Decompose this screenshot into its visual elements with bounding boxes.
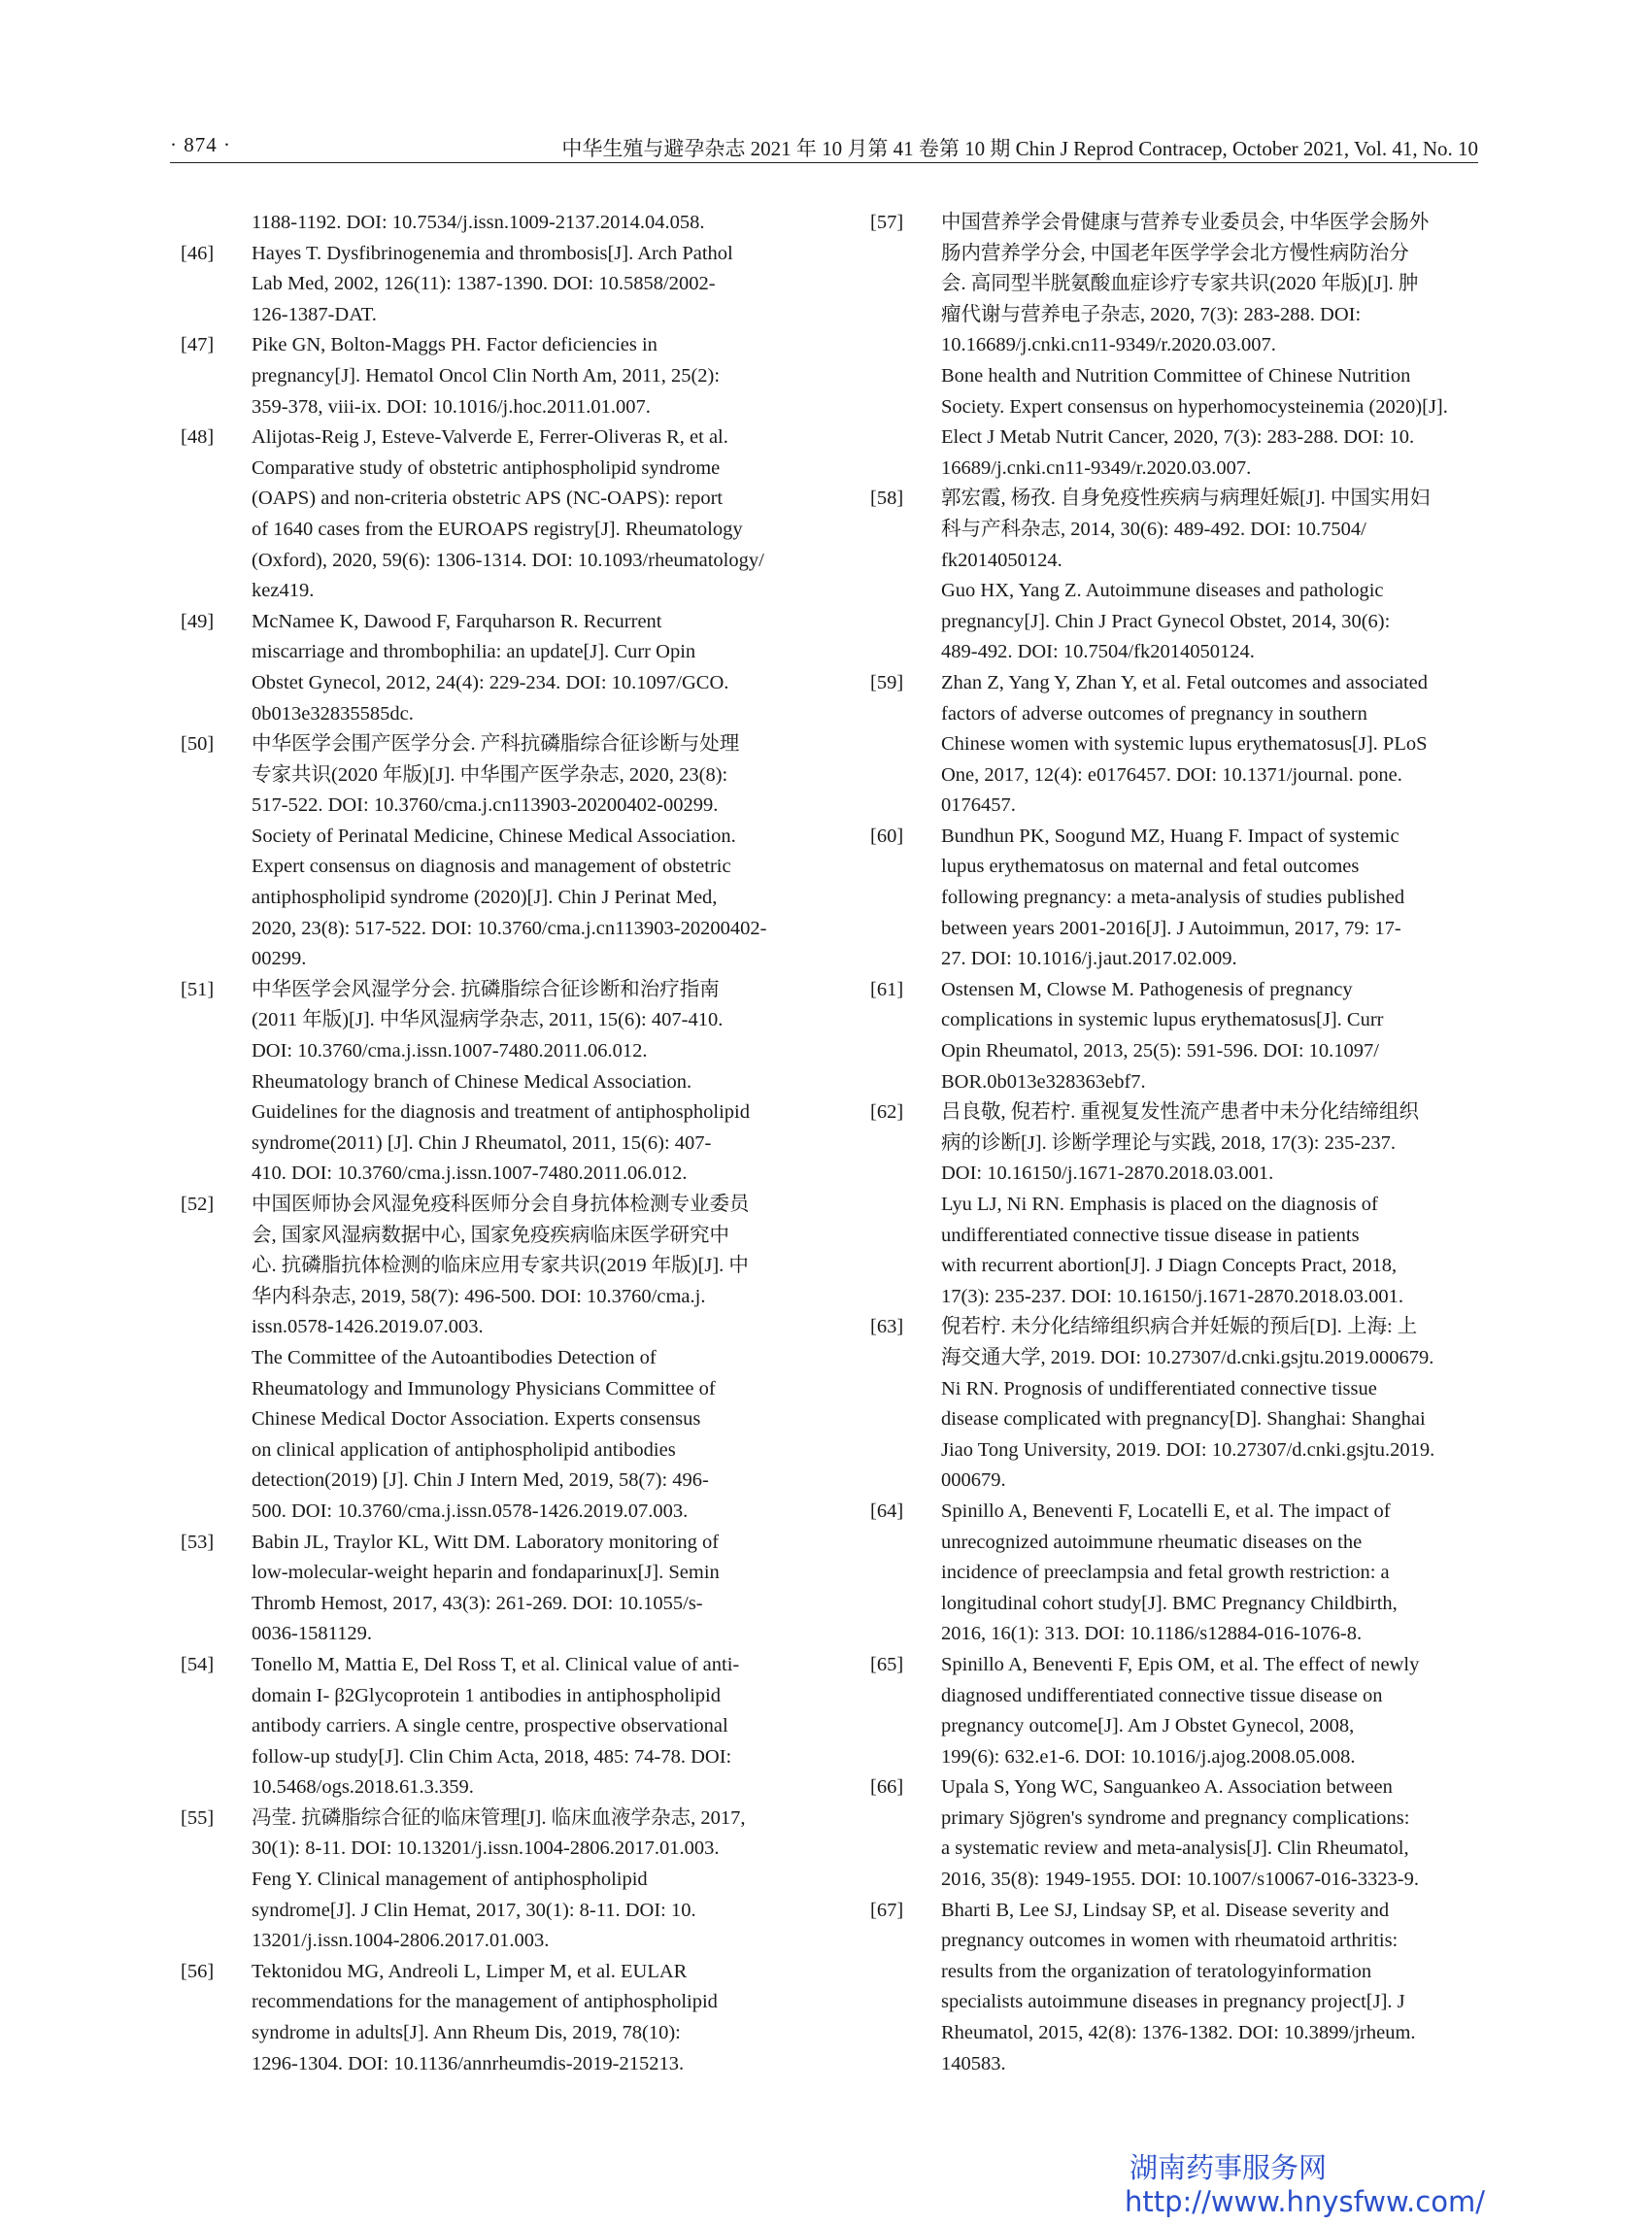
journal-citation: 中华生殖与避孕杂志 2021 年 10 月第 41 卷第 10 期 Chin J Reprod Contracep, October 2021, Vol. 41, No. 10 (561, 137, 1478, 160)
reference-line: 517-522. DOI: 10.3760/cma.j.cn113903-20200402-00299. (252, 794, 719, 817)
reference-number: [61] (870, 978, 904, 1000)
reference-line: pregnancy[J]. Chin J Pract Gynecol Obstet, 2014, 30(6): (941, 610, 1391, 632)
reference-line: syndrome in adults[J]. Ann Rheum Dis, 2019, 78(10): (252, 2022, 681, 2044)
reference-line: 199(6): 632.e1-6. DOI: 10.1016/j.ajog.2008.05.008. (941, 1745, 1356, 1768)
reference-line: Bundhun PK, Soogund MZ, Huang F. Impact of systemic (941, 825, 1399, 847)
reference-line: Guo HX, Yang Z. Autoimmune diseases and pathologic (941, 580, 1384, 602)
reference-line: Lab Med, 2002, 126(11): 1387-1390. DOI: 10.5858/2002- (252, 273, 716, 295)
reference-line: undifferentiated connective tissue disease in patients (941, 1224, 1360, 1246)
reference-line: 410. DOI: 10.3760/cma.j.issn.1007-7480.2011.06.012. (252, 1163, 688, 1185)
reference-line: Pike GN, Bolton-Maggs PH. Factor deficiencies in (252, 334, 657, 356)
reference-line: Opin Rheumatol, 2013, 25(5): 591-596. DOI: 10.1097/ (941, 1040, 1379, 1062)
reference-line: (Oxford), 2020, 59(6): 1306-1314. DOI: 10.1093/rheumatology/ (252, 549, 764, 571)
reference-line: 会. 高同型半胱氨酸血症诊疗专家共识(2020 年版)[J]. 肿 (941, 273, 1419, 295)
reference-line: Comparative study of obstetric antiphospholipid syndrome (252, 456, 721, 479)
reference-line: 2016, 35(8): 1949-1955. DOI: 10.1007/s10067-016-3323-9. (941, 1869, 1419, 1891)
reference-number: [51] (181, 978, 215, 1000)
reference-line: pregnancy outcomes in women with rheumatoid arthritis: (941, 1930, 1399, 1952)
reference-line: 489-492. DOI: 10.7504/fk2014050124. (941, 641, 1255, 663)
reference-line: Expert consensus on diagnosis and management of obstetric (252, 856, 731, 878)
reference-line: Society. Expert consensus on hyperhomocysteinemia (2020)[J]. (941, 395, 1448, 418)
reference-line: 瘤代谢与营养电子杂志, 2020, 7(3): 283-288. DOI: (941, 303, 1362, 325)
reference-line: 科与产科杂志, 2014, 30(6): 489-492. DOI: 10.7504/ (941, 518, 1366, 540)
reference-line: 2016, 16(1): 313. DOI: 10.1186/s12884-016-1076-8. (941, 1623, 1363, 1645)
reference-number: [63] (870, 1316, 904, 1338)
reference-number: [60] (870, 825, 904, 847)
reference-line: Elect J Metab Nutrit Cancer, 2020, 7(3): 283-288. DOI: 10. (941, 426, 1415, 449)
reference-line: 郭宏霞, 杨孜. 自身免疫性疾病与病理妊娠[J]. 中国实用妇 (941, 488, 1431, 510)
reference-number: [48] (181, 426, 215, 449)
reference-entry (181, 729, 783, 975)
reference-line: Hayes T. Dysfibrinogenemia and thrombosis[J]. Arch Pathol (252, 242, 733, 264)
reference-line: 海交通大学, 2019. DOI: 10.27307/d.cnki.gsjtu.2019.000679. (941, 1346, 1434, 1368)
reference-line: disease complicated with pregnancy[D]. Shanghai: Shanghai (941, 1408, 1426, 1431)
reference-line: Tektonidou MG, Andreoli L, Limper M, et al. EULAR (252, 1960, 688, 1982)
reference-line: The Committee of the Autoantibodies Detection of (252, 1346, 657, 1368)
reference-line: 500. DOI: 10.3760/cma.j.issn.0578-1426.2019.07.003. (252, 1500, 689, 1522)
reference-number: [64] (870, 1500, 904, 1522)
reference-entry (181, 1190, 783, 1528)
reference-line: BOR.0b013e328363ebf7. (941, 1070, 1146, 1093)
reference-line: factors of adverse outcomes of pregnancy in southern (941, 702, 1367, 725)
reference-line: 吕良敬, 倪若柠. 重视复发性流产患者中未分化结缔组织 (941, 1101, 1419, 1124)
reference-line: 140583. (941, 2052, 1006, 2074)
watermark (1125, 2150, 1485, 2218)
reference-line: issn.0578-1426.2019.07.003. (252, 1316, 484, 1338)
reference-line: Ni RN. Prognosis of undifferentiated connective tissue (941, 1377, 1377, 1399)
reference-line: Zhan Z, Yang Y, Zhan Y, et al. Fetal outcomes and associated (941, 671, 1429, 693)
page-number: · 874 · (170, 133, 231, 156)
reference-line: primary Sjögren's syndrome and pregnancy complications: (941, 1806, 1410, 1829)
reference-line: 1188-1192. DOI: 10.7534/j.issn.1009-2137.2014.04.058. (252, 212, 705, 233)
reference-number: [46] (181, 242, 215, 264)
reference-line: Guidelines for the diagnosis and treatment of antiphospholipid (252, 1101, 750, 1124)
reference-line: 0b013e32835585dc. (252, 702, 414, 725)
reference-number: [56] (181, 1960, 215, 1982)
reference-line: 倪若柠. 未分化结缔组织病合并妊娠的预后[D]. 上海: 上 (941, 1316, 1418, 1338)
reference-line: 13201/j.issn.1004-2806.2017.01.003. (252, 1930, 550, 1952)
reference-line: Rheumatology branch of Chinese Medical Association. (252, 1070, 692, 1093)
reference-line: on clinical application of antiphospholipid antibodies (252, 1438, 676, 1461)
reference-column-right (870, 208, 1472, 2079)
reference-number: [67] (870, 1899, 904, 1921)
reference-line: 2020, 23(8): 517-522. DOI: 10.3760/cma.j.cn113903-20200402- (252, 917, 767, 939)
reference-line: Upala S, Yong WC, Sanguankeo A. Association between (941, 1776, 1393, 1799)
reference-line: One, 2017, 12(4): e0176457. DOI: 10.1371/journal. pone. (941, 763, 1402, 786)
reference-line: detection(2019) [J]. Chin J Intern Med, 2019, 58(7): 496- (252, 1469, 709, 1492)
reference-entry (870, 1312, 1472, 1497)
reference-line: kez419. (252, 580, 315, 602)
reference-line: 中华医学会风湿学分会. 抗磷脂综合征诊断和治疗指南 (252, 978, 720, 1000)
reference-entry (181, 208, 783, 239)
reference-entry (181, 1957, 783, 2079)
reference-line: incidence of preeclampsia and fetal growth restriction: a (941, 1562, 1390, 1584)
reference-line: antiphospholipid syndrome (2020)[J]. Chin J Perinat Med, (252, 887, 718, 909)
reference-line: Ostensen M, Clowse M. Pathogenesis of pregnancy (941, 978, 1353, 1000)
reference-line: pregnancy outcome[J]. Am J Obstet Gynecol, 2008, (941, 1715, 1355, 1737)
reference-line: 359-378, viii-ix. DOI: 10.1016/j.hoc.2011.01.007. (252, 395, 651, 418)
reference-line: with recurrent abortion[J]. J Diagn Concepts Pract, 2018, (941, 1255, 1398, 1277)
reference-line: DOI: 10.16150/j.1671-2870.2018.03.001. (941, 1163, 1274, 1185)
reference-line: 会, 国家风湿病数据中心, 国家免疫疾病临床医学研究中 (252, 1224, 729, 1246)
reference-line: 10.16689/j.cnki.cn11-9349/r.2020.03.007. (941, 334, 1276, 356)
reference-line: between years 2001-2016[J]. J Autoimmun, 2017, 79: 17- (941, 917, 1401, 939)
reference-entry (870, 1097, 1472, 1312)
reference-line: Jiao Tong University, 2019. DOI: 10.27307/d.cnki.gsjtu.2019. (941, 1438, 1435, 1461)
reference-number: [49] (181, 610, 215, 632)
reference-line: 肠内营养学分会, 中国老年医学学会北方慢性病防治分 (941, 242, 1409, 264)
reference-entry (181, 607, 783, 729)
reference-line: Rheumatol, 2015, 42(8): 1376-1382. DOI: 10.3899/jrheum. (941, 2022, 1416, 2044)
reference-line: diagnosed undifferentiated connective tissue disease on (941, 1684, 1383, 1706)
reference-line: 1296-1304. DOI: 10.1136/annrheumdis-2019-215213. (252, 2052, 685, 2074)
reference-entry (870, 1896, 1472, 2080)
reference-line: Feng Y. Clinical management of antiphospholipid (252, 1869, 648, 1891)
reference-line: Alijotas-Reig J, Esteve-Valverde E, Ferrer-Oliveras R, et al. (252, 426, 728, 449)
reference-line: syndrome(2011) [J]. Chin J Rheumatol, 2011, 15(6): 407- (252, 1131, 712, 1154)
reference-line: 华内科杂志, 2019, 58(7): 496-500. DOI: 10.3760/cma.j. (252, 1285, 706, 1307)
reference-line: results from the organization of teratologyinformation (941, 1960, 1372, 1982)
reference-entry (870, 1772, 1472, 1895)
reference-line: Tonello M, Mattia E, Del Ross T, et al. Clinical value of anti- (252, 1653, 740, 1675)
reference-line: 0176457. (941, 794, 1016, 817)
reference-line: 专家共识(2020 年版)[J]. 中华围产医学杂志, 2020, 23(8): (252, 763, 728, 786)
reference-number: [57] (870, 212, 904, 233)
reference-line: 中国医师协会风湿免疫科医师分会自身抗体检测专业委员 (252, 1194, 750, 1215)
reference-number: [52] (181, 1194, 215, 1215)
reference-line: longitudinal cohort study[J]. BMC Pregnancy Childbirth, (941, 1592, 1398, 1614)
running-header (170, 133, 1478, 163)
reference-entry (181, 330, 783, 422)
reference-entry (870, 484, 1472, 668)
reference-number: [47] (181, 334, 215, 356)
reference-entry (181, 1528, 783, 1650)
reference-line: pregnancy[J]. Hematol Oncol Clin North Am, 2011, 25(2): (252, 364, 721, 387)
reference-line: Chinese women with systemic lupus erythematosus[J]. PLoS (941, 733, 1428, 756)
reference-entry (870, 668, 1472, 822)
reference-line: 心. 抗磷脂抗体检测的临床应用专家共识(2019 年版)[J]. 中 (252, 1255, 749, 1277)
reference-line: McNamee K, Dawood F, Farquharson R. Recurrent (252, 610, 662, 632)
reference-line: 病的诊断[J]. 诊断学理论与实践, 2018, 17(3): 235-237. (941, 1131, 1397, 1154)
reference-line: following pregnancy: a meta-analysis of studies published (941, 887, 1405, 909)
reference-line: 17(3): 235-237. DOI: 10.16150/j.1671-2870.2018.03.001. (941, 1285, 1404, 1307)
reference-entry (181, 975, 783, 1190)
reference-line: (2011 年版)[J]. 中华风湿病学杂志, 2011, 15(6): 407-410. (252, 1009, 724, 1031)
reference-number: [59] (870, 671, 904, 693)
reference-line: Rheumatology and Immunology Physicians Committee of (252, 1377, 716, 1399)
reference-line: 16689/j.cnki.cn11-9349/r.2020.03.007. (941, 456, 1252, 479)
reference-line: Chinese Medical Doctor Association. Experts consensus (252, 1408, 701, 1431)
reference-line: specialists autoimmune diseases in pregnancy project[J]. J (941, 1991, 1405, 2013)
reference-line: antibody carriers. A single centre, prospective observational (252, 1715, 728, 1737)
reference-entry (870, 208, 1472, 484)
reference-line: 126-1387-DAT. (252, 303, 377, 325)
reference-line: Bone health and Nutrition Committee of Chinese Nutrition (941, 364, 1411, 387)
reference-line: (OAPS) and non-criteria obstetric APS (NC-OAPS): report (252, 488, 724, 510)
watermark-url: http://www.hnysfww.com/ (1125, 2185, 1485, 2218)
reference-entry (870, 1650, 1472, 1772)
reference-line: complications in systemic lupus erythematosus[J]. Curr (941, 1009, 1384, 1031)
reference-number: [53] (181, 1531, 215, 1553)
reference-entry (870, 1497, 1472, 1650)
reference-line: unrecognized autoimmune rheumatic diseases on the (941, 1531, 1363, 1553)
reference-number: [62] (870, 1101, 904, 1124)
reference-number: [54] (181, 1653, 215, 1675)
watermark-name: 湖南药事服务网 (1129, 2151, 1328, 2184)
reference-line: Spinillo A, Beneventi F, Epis OM, et al. The effect of newly (941, 1653, 1420, 1675)
reference-line: of 1640 cases from the EUROAPS registry[J]. Rheumatology (252, 518, 743, 540)
reference-number: [65] (870, 1653, 904, 1675)
reference-entry (181, 1804, 783, 1957)
reference-line: lupus erythematosus on maternal and fetal outcomes (941, 856, 1360, 878)
reference-line: 冯莹. 抗磷脂综合征的临床管理[J]. 临床血液学杂志, 2017, (252, 1806, 746, 1829)
reference-line: 000679. (941, 1469, 1006, 1492)
reference-line: recommendations for the management of antiphospholipid (252, 1991, 718, 2013)
reference-line: low-molecular-weight heparin and fondaparinux[J]. Semin (252, 1562, 720, 1584)
reference-line: 中华医学会围产医学分会. 产科抗磷脂综合征诊断与处理 (252, 733, 740, 756)
reference-line: miscarriage and thrombophilia: an update[J]. Curr Opin (252, 641, 696, 663)
reference-line: 27. DOI: 10.1016/j.jaut.2017.02.009. (941, 948, 1237, 970)
reference-line: Babin JL, Traylor KL, Witt DM. Laboratory monitoring of (252, 1531, 720, 1553)
reference-line: Spinillo A, Beneventi F, Locatelli E, et al. The impact of (941, 1500, 1391, 1522)
reference-number: [58] (870, 488, 904, 510)
reference-entry (181, 1650, 783, 1804)
reference-line: 00299. (252, 948, 307, 970)
reference-line: Bharti B, Lee SJ, Lindsay SP, et al. Disease severity and (941, 1899, 1390, 1921)
reference-line: DOI: 10.3760/cma.j.issn.1007-7480.2011.06.012. (252, 1040, 648, 1062)
reference-line: 0036-1581129. (252, 1623, 372, 1645)
reference-line: domain I- β2Glycoprotein 1 antibodies in antiphospholipid (252, 1684, 722, 1706)
reference-column-left (181, 208, 783, 2079)
reference-line: Thromb Hemost, 2017, 43(3): 261-269. DOI: 10.1055/s- (252, 1592, 703, 1614)
reference-entry (181, 422, 783, 607)
reference-line: Society of Perinatal Medicine, Chinese Medical Association. (252, 825, 736, 847)
reference-entry (870, 975, 1472, 1097)
reference-number: [55] (181, 1806, 215, 1829)
reference-entry (870, 822, 1472, 975)
reference-line: Obstet Gynecol, 2012, 24(4): 229-234. DOI: 10.1097/GCO. (252, 671, 729, 693)
reference-line: 中国营养学会骨健康与营养专业委员会, 中华医学会肠外 (941, 212, 1430, 233)
reference-number: [50] (181, 733, 215, 756)
reference-line: a systematic review and meta-analysis[J]. Clin Rheumatol, (941, 1837, 1409, 1860)
reference-entry (181, 239, 783, 331)
reference-line: 30(1): 8-11. DOI: 10.13201/j.issn.1004-2806.2017.01.003. (252, 1837, 720, 1860)
reference-line: follow-up study[J]. Clin Chim Acta, 2018, 485: 74-78. DOI: (252, 1745, 732, 1768)
reference-number: [66] (870, 1776, 904, 1799)
reference-line: syndrome[J]. J Clin Hemat, 2017, 30(1): 8-11. DOI: 10. (252, 1899, 696, 1921)
reference-line: Lyu LJ, Ni RN. Emphasis is placed on the diagnosis of (941, 1194, 1378, 1215)
reference-line: fk2014050124. (941, 549, 1062, 571)
reference-line: 10.5468/ogs.2018.61.3.359. (252, 1776, 474, 1799)
